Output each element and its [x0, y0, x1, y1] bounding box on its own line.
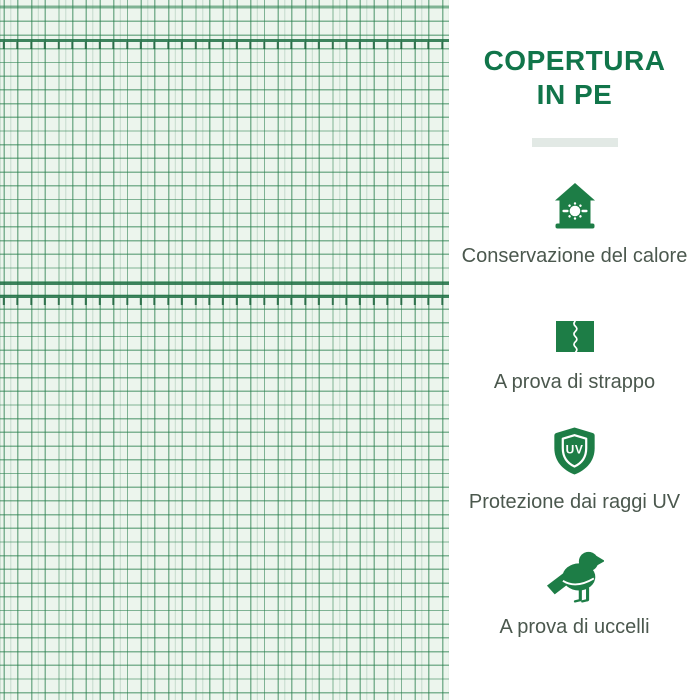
divider-bar	[532, 138, 618, 147]
feature-tear-proof	[449, 321, 700, 393]
seam-gap	[0, 285, 449, 296]
title-line-1: COPERTURA	[483, 45, 666, 76]
seam-stitch-ticks	[0, 298, 449, 305]
info-panel	[449, 0, 700, 700]
feature-label: A prova di uccelli	[499, 616, 650, 638]
feature-label: A prova di strappo	[493, 371, 656, 393]
feature-uv-protection	[449, 427, 700, 513]
uv-badge-text: UV	[565, 442, 584, 457]
tear-resistance-icon	[556, 321, 594, 357]
mesh-seam-top	[0, 39, 449, 49]
seam-line	[0, 39, 449, 42]
seam-stitch-ticks	[0, 42, 449, 49]
feature-label: Protezione dai raggi UV	[468, 491, 681, 513]
feature-label: Conservazione del calore	[461, 245, 688, 267]
feature-bird-proof	[449, 548, 700, 638]
bird-icon	[546, 548, 604, 609]
house-sun-icon	[555, 183, 595, 234]
seam-line	[0, 295, 449, 298]
page-title	[449, 44, 700, 112]
seam-line	[0, 282, 449, 285]
uv-shield-icon	[552, 427, 597, 480]
mesh-seam-middle	[0, 282, 449, 305]
feature-heat-conservation	[449, 183, 700, 267]
title-line-2: IN PE	[536, 79, 613, 110]
